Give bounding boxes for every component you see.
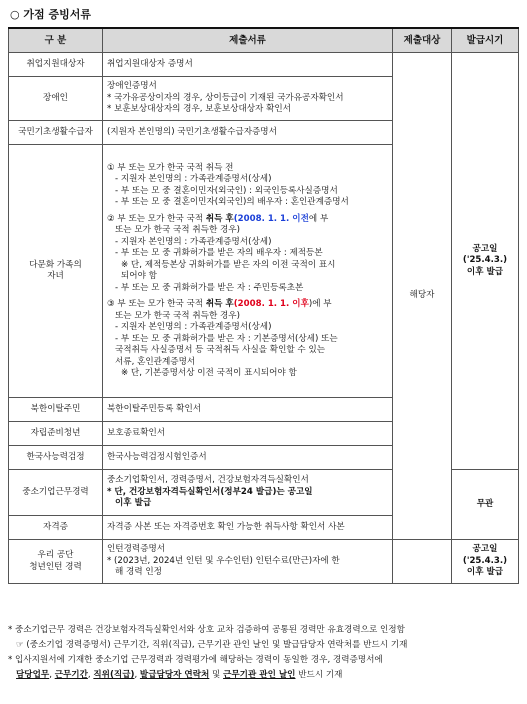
header-documents: 제출서류 [103,28,393,53]
header-timing: 발급시기 [452,28,519,53]
category-line: 자녀 [47,271,64,281]
target-cell: 해당자 [393,53,452,540]
doc-line: - 부 또는 모 중 귀화허가를 받은 자 : 기본증명서(상세) 또는 [115,333,338,344]
doc-line: * 단, 건강보험자격득실확인서(정부24 발급)는 공고일 [107,486,313,497]
doc-line: 해 경력 인정 [115,567,162,578]
doc-line: * (2023년, 2024년 인턴 및 우수인턴) 인턴수료(만근)자에 한 [107,555,340,566]
doc-line: ③ 부 또는 모가 한국 국적 취득 후(2008. 1. 1. 이후)에 부 [107,299,332,309]
timing-line3: 이후 발급 [466,567,504,578]
timing-line2: ('25.4.3.) [462,555,508,566]
doc-line: ※ 단, 기본증명서상 이전 국적이 표시되어야 함 [121,368,297,378]
doc-line: - 부 또는 모 중 귀화허가를 받은 자 : 주민등록초본 [115,282,304,293]
doc-line: 장애인증명서 [107,81,157,92]
timing-line3: 이후 발급 [466,266,504,277]
timing-cell-free: 무관 [452,470,519,540]
doc-line: 중소기업확인서, 경력증명서, 건강보험자격득실확인서 [107,475,309,486]
row-category: 국민기초생활수급자 [9,121,103,145]
row-document [103,540,393,584]
row-document: 자격증 사본 또는 자격증번호 확인 가능한 취득사항 확인서 사본 [103,516,393,540]
table-row [9,540,519,584]
doc-line: 인턴경력증명서 [107,544,166,555]
doc-line: ② 부 또는 모가 한국 국적 취득 후(2008. 1. 1. 이전에 부 [107,213,329,224]
doc-line: * 국가유공상이자의 경우, 상이등급이 기재된 국가유공자확인서 [107,92,344,103]
row-category: 한국사능력검정 [9,446,103,470]
note-2: ☞ (중소기업 경력증명서) 근무기간, 직위(직급), 근무기관 관인 날인 및 발급담당자 연락처를 반드시 기재 [16,640,408,650]
row-category: 자격증 [9,516,103,540]
row-category [9,145,103,398]
timing-cell-after [452,53,519,470]
doc-line: 국적취득 사실증명서 등 국적취득 사실을 확인할 수 있는 [115,345,326,355]
timing-line1: 공고일 [472,544,498,555]
doc-line: - 부 또는 모 중 결혼이민자(외국인) : 외국인등록사실증명서 [115,185,338,196]
section-title: ○ 가점 증빙서류 [10,8,92,21]
row-document: 취업지원대상자 증명서 [103,53,393,77]
timing-cell-after-2 [452,540,519,584]
row-category: 자립준비청년 [9,422,103,446]
note-4: 담당업무, 근무기간, 직위(직급), 발급담당자 연락처 및 근무기관 관인 날인 반드시 기재 [16,670,343,680]
table-header-row [9,28,519,53]
doc-line: 또는 모가 한국 국적 취득한 경우) [115,225,240,235]
row-document [103,77,393,121]
row-document: (지원자 본인명의) 국민기초생활수급자증명서 [103,121,393,145]
table-row [9,53,519,77]
doc-line: - 부 또는 모 중 귀화허가를 받은 자의 배우자 : 제적등본 [115,248,323,258]
category-line: 우리 공단 [37,550,74,560]
doc-line: 되어야 함 [121,271,157,281]
category-line: 청년인턴 경력 [29,561,82,572]
row-document: 북한이탈주민등록 확인서 [103,398,393,422]
target-cell-empty [393,540,452,584]
doc-line: 이후 발급 [115,498,152,509]
evidence-documents-table [8,27,519,584]
footnotes [8,623,520,683]
header-target: 제출대상 [393,28,452,53]
timing-line1: 공고일 [472,243,498,254]
doc-line: ① 부 또는 모가 한국 국적 취득 전 [107,162,234,173]
row-category: 취업지원대상자 [9,53,103,77]
row-category: 중소기업근무경력 [9,470,103,516]
doc-line: - 지원자 본인명의 : 가족관계증명서(상세) [115,174,272,184]
doc-line: 또는 모가 한국 국적 취득한 경우) [115,310,240,321]
note-1: * 중소기업근무 경력은 건강보험자격득실확인서와 상호 교차 검증하여 공통된 경력만 유효경력으로 인정함 [8,625,405,635]
doc-line: * 보훈보상대상자의 경우, 보훈보상대상자 확인서 [107,104,291,115]
row-category [9,540,103,584]
row-document: 보호종료확인서 [103,422,393,446]
category-line: 다문화 가족의 [29,259,82,270]
row-document [103,145,393,398]
doc-line: - 부 또는 모 중 결혼이민자(외국인)의 배우자 : 혼인관계증명서 [115,197,349,207]
doc-line: ※ 단, 제적등본상 귀화허가를 받은 자의 이전 국적이 표시 [121,259,336,270]
note-3: * 입사지원서에 기재한 중소기업 근무경력과 경력평가에 해당하는 경력이 동일한 경우, 경력증명서에 [8,655,383,665]
doc-line: - 지원자 본인명의 : 가족관계증명서(상세) [115,236,272,247]
row-category: 장애인 [9,77,103,121]
row-document: 한국사능력검정시험인증서 [103,446,393,470]
doc-line: - 지원자 본인명의 : 가족관계증명서(상세) [115,322,272,332]
row-category: 북한이탈주민 [9,398,103,422]
timing-line2: ('25.4.3.) [462,255,508,266]
doc-line: 서류, 혼인관계증명서 [115,356,196,367]
row-document [103,470,393,516]
header-category: 구 분 [9,28,103,53]
